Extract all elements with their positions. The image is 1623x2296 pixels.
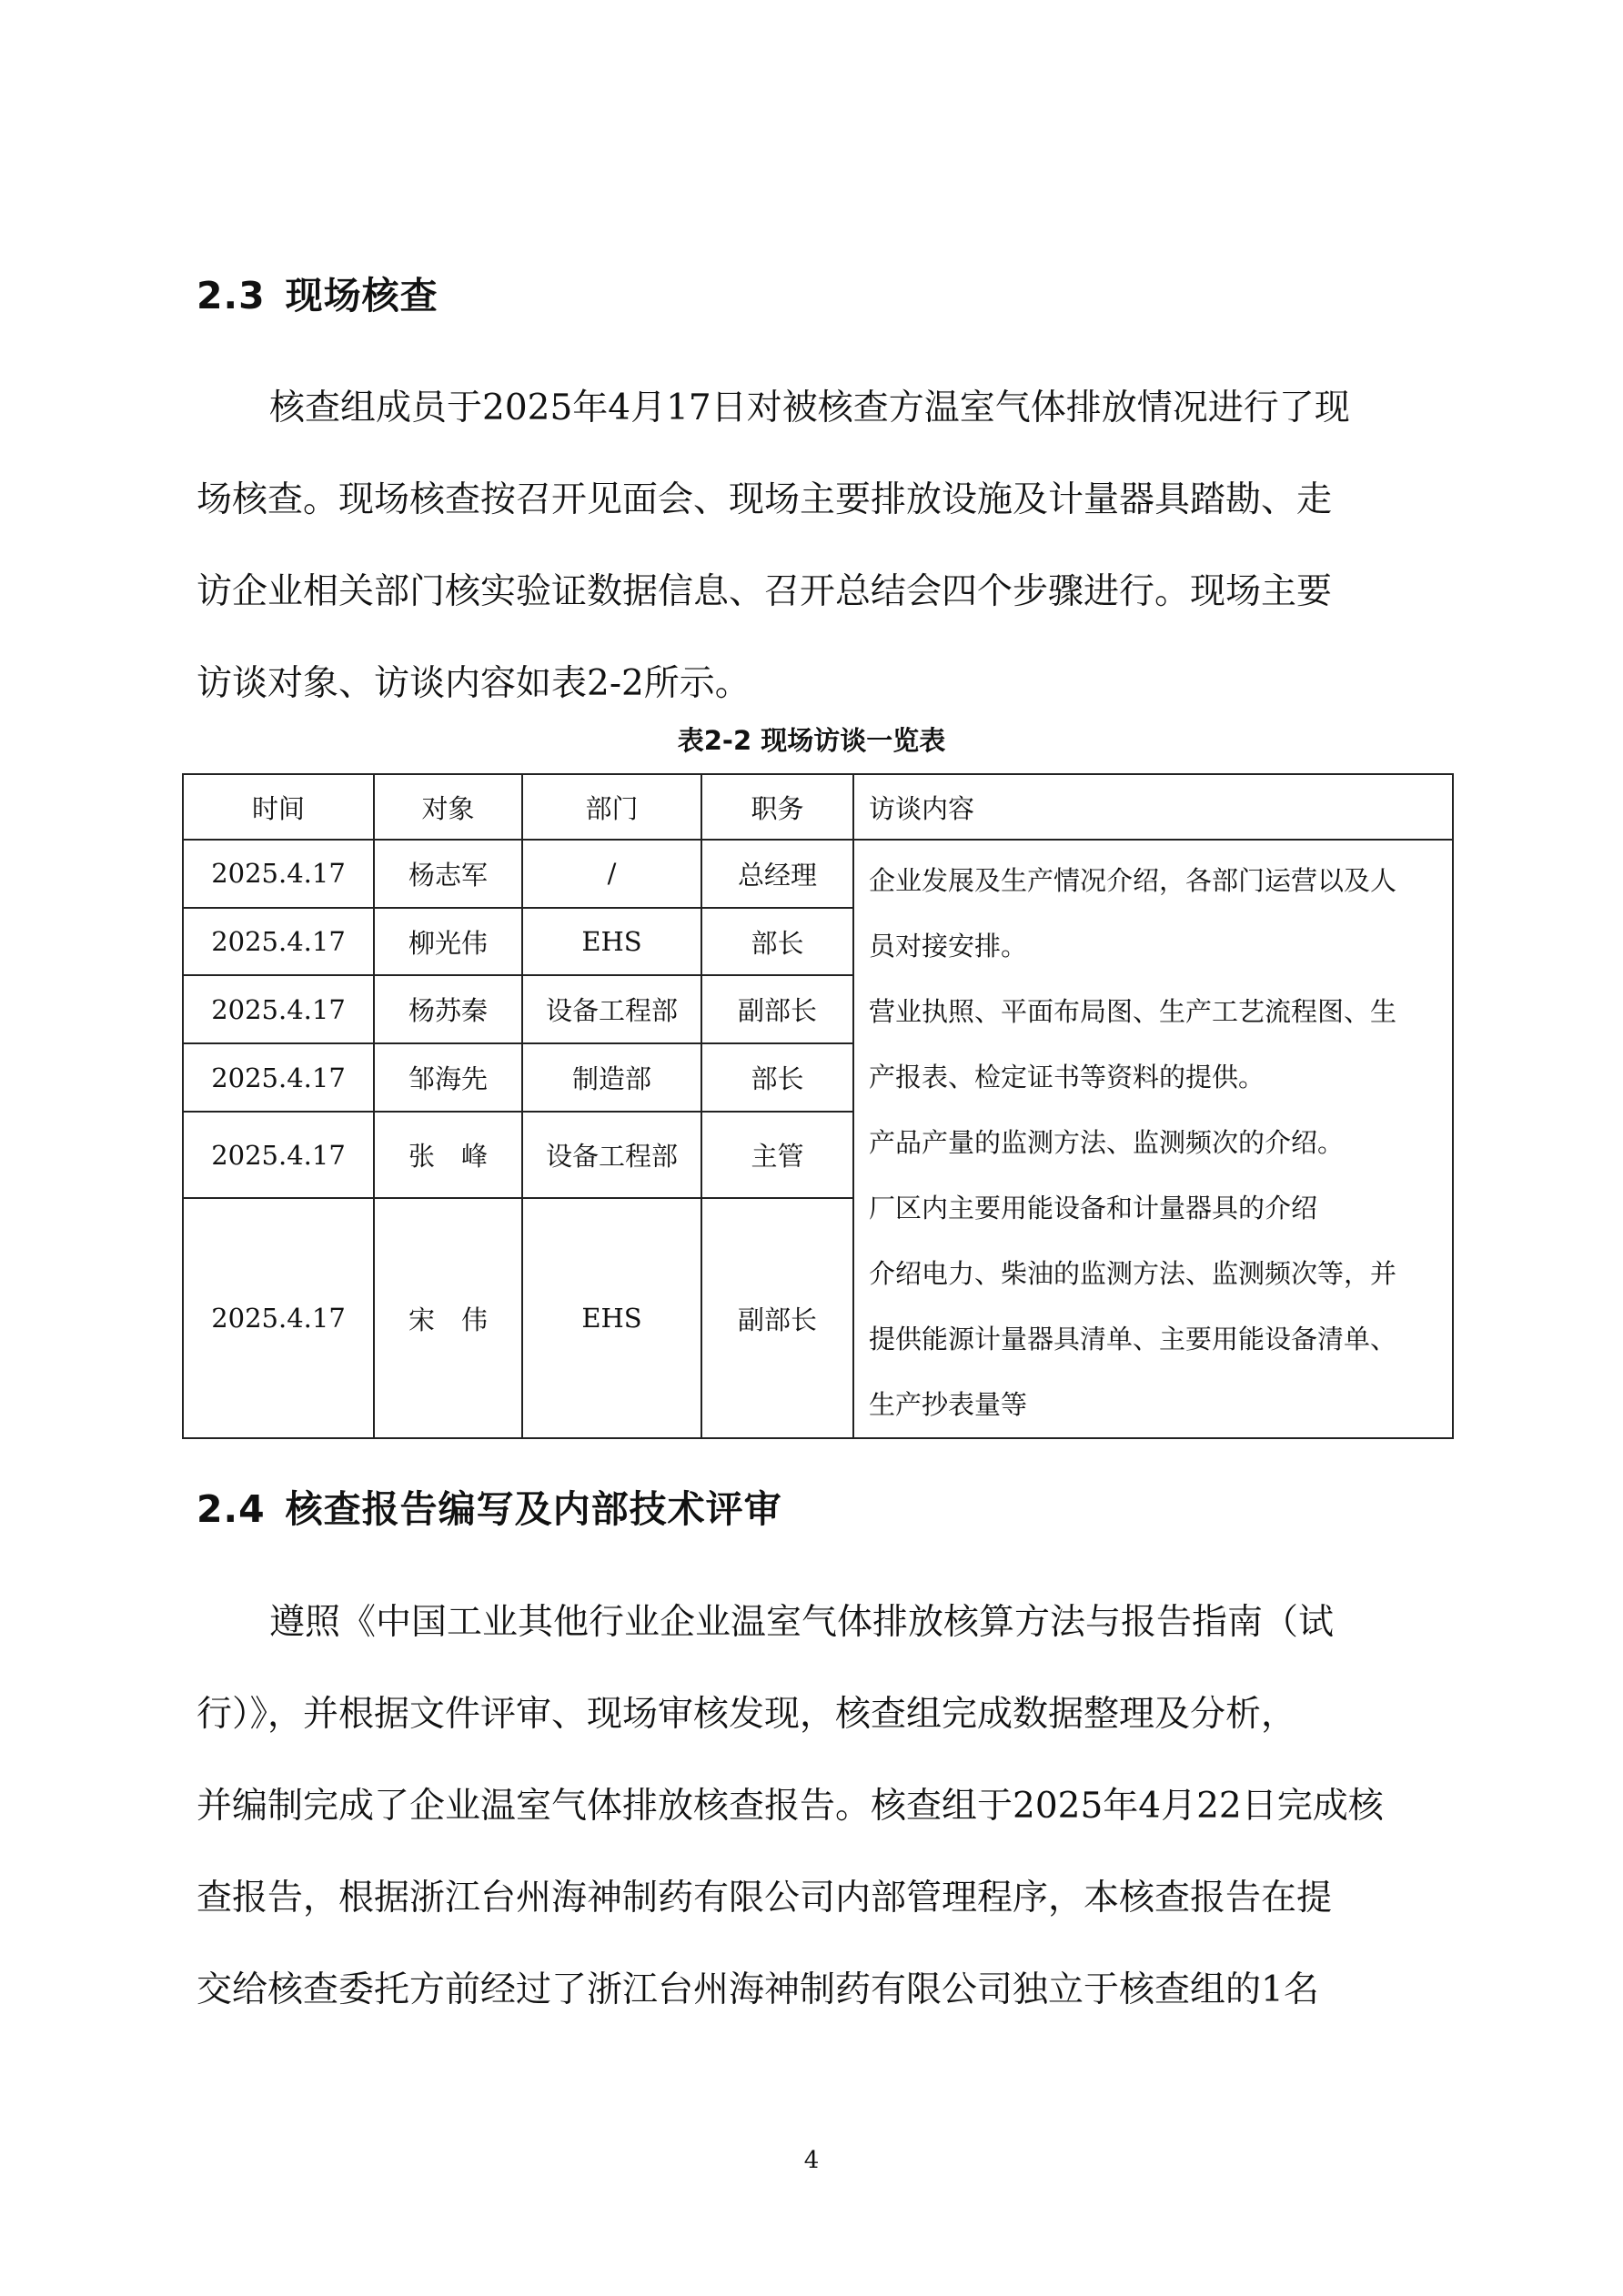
section-heading-2-3: [197, 266, 439, 319]
section-heading-2-4: [197, 1479, 782, 1533]
section-title: 核查报告编写及内部技术评审: [285, 1487, 782, 1531]
section-title: 现场核查: [285, 274, 439, 317]
cell-position: 副部长: [701, 1198, 853, 1438]
paragraph-line: 场核查。现场核查按召开见面会、现场主要排放设施及计量器具踏勘、走: [197, 479, 1333, 520]
content-line: 介绍电力、柴油的监测方法、监测频次等，并: [869, 1258, 1397, 1289]
cell-time: 2025.4.17: [183, 1043, 374, 1112]
content-line: 产品产量的监测方法、监测频次的介绍。: [869, 1127, 1345, 1158]
content-line: 企业发展及生产情况介绍，各部门运营以及人: [869, 865, 1397, 896]
content-line: 生产抄表量等: [869, 1389, 1028, 1420]
cell-time: 2025.4.17: [183, 1112, 374, 1198]
paragraph-line: 行）》，并根据文件评审、现场审核发现，核查组完成数据整理及分析，: [197, 1694, 1297, 1735]
paragraph-site-verification: [197, 362, 1430, 730]
cell-dept: 设备工程部: [522, 975, 701, 1043]
content-line: 产报表、检定证书等资料的提供。: [869, 1062, 1265, 1093]
cell-position: 主管: [701, 1112, 853, 1198]
paragraph-line: 访谈对象、访谈内容如表2-2所示。: [197, 663, 751, 704]
cell-interview-content: [853, 840, 1453, 1438]
header-cell-time: 时间: [183, 774, 374, 840]
content-line: 提供能源计量器具清单、主要用能设备清单、: [869, 1324, 1397, 1354]
paragraph-line: 核查组成员于2025年4月17日对被核查方温室气体排放情况进行了现: [269, 388, 1350, 428]
cell-position: 副部长: [701, 975, 853, 1043]
paragraph-report-compilation: [197, 1576, 1430, 2036]
cell-position: 部长: [701, 908, 853, 976]
cell-person: 邹海先: [374, 1043, 522, 1112]
cell-dept: 设备工程部: [522, 1112, 701, 1198]
table-row: [183, 840, 1453, 908]
header-cell-position: 职务: [701, 774, 853, 840]
cell-person: 宋 伟: [374, 1198, 522, 1438]
header-cell-person: 对象: [374, 774, 522, 840]
section-number: 2.3: [197, 274, 266, 317]
cell-time: 2025.4.17: [183, 1198, 374, 1438]
cell-dept: EHS: [522, 1198, 701, 1438]
interview-table: [182, 773, 1454, 1439]
cell-time: 2025.4.17: [183, 840, 374, 908]
content-line: 员对接安排。: [869, 931, 1028, 962]
cell-dept: 制造部: [522, 1043, 701, 1112]
cell-person: 杨苏秦: [374, 975, 522, 1043]
cell-person: 柳光伟: [374, 908, 522, 976]
paragraph-line: 遵照《中国工业其他行业企业温室气体排放核算方法与报告指南（试: [269, 1602, 1335, 1643]
paragraph-line: 查报告，根据浙江台州海神制药有限公司内部管理程序，本核查报告在提: [197, 1878, 1333, 1918]
cell-dept: /: [522, 840, 701, 908]
table-header-row: [183, 774, 1453, 840]
cell-person: 张 峰: [374, 1112, 522, 1198]
paragraph-line: 访企业相关部门核实验证数据信息、召开总结会四个步骤进行。现场主要: [197, 571, 1333, 612]
header-cell-dept: 部门: [522, 774, 701, 840]
page-number: 4: [803, 2147, 820, 2174]
paragraph-line: 交给核查委托方前经过了浙江台州海神制药有限公司独立于核查组的1名: [197, 1969, 1319, 2010]
cell-time: 2025.4.17: [183, 975, 374, 1043]
cell-person: 杨志军: [374, 840, 522, 908]
paragraph-line: 并编制完成了企业温室气体排放核查报告。核查组于2025年4月22日完成核: [197, 1786, 1384, 1827]
section-number: 2.4: [197, 1487, 266, 1531]
cell-time: 2025.4.17: [183, 908, 374, 976]
content-line: 厂区内主要用能设备和计量器具的介绍: [869, 1193, 1318, 1224]
cell-position: 部长: [701, 1043, 853, 1112]
header-cell-content: 访谈内容: [853, 774, 1453, 840]
cell-position: 总经理: [701, 840, 853, 908]
content-line: 营业执照、平面布局图、生产工艺流程图、生: [869, 996, 1397, 1027]
cell-dept: EHS: [522, 908, 701, 976]
table-caption: 表2-2 现场访谈一览表: [677, 725, 946, 756]
